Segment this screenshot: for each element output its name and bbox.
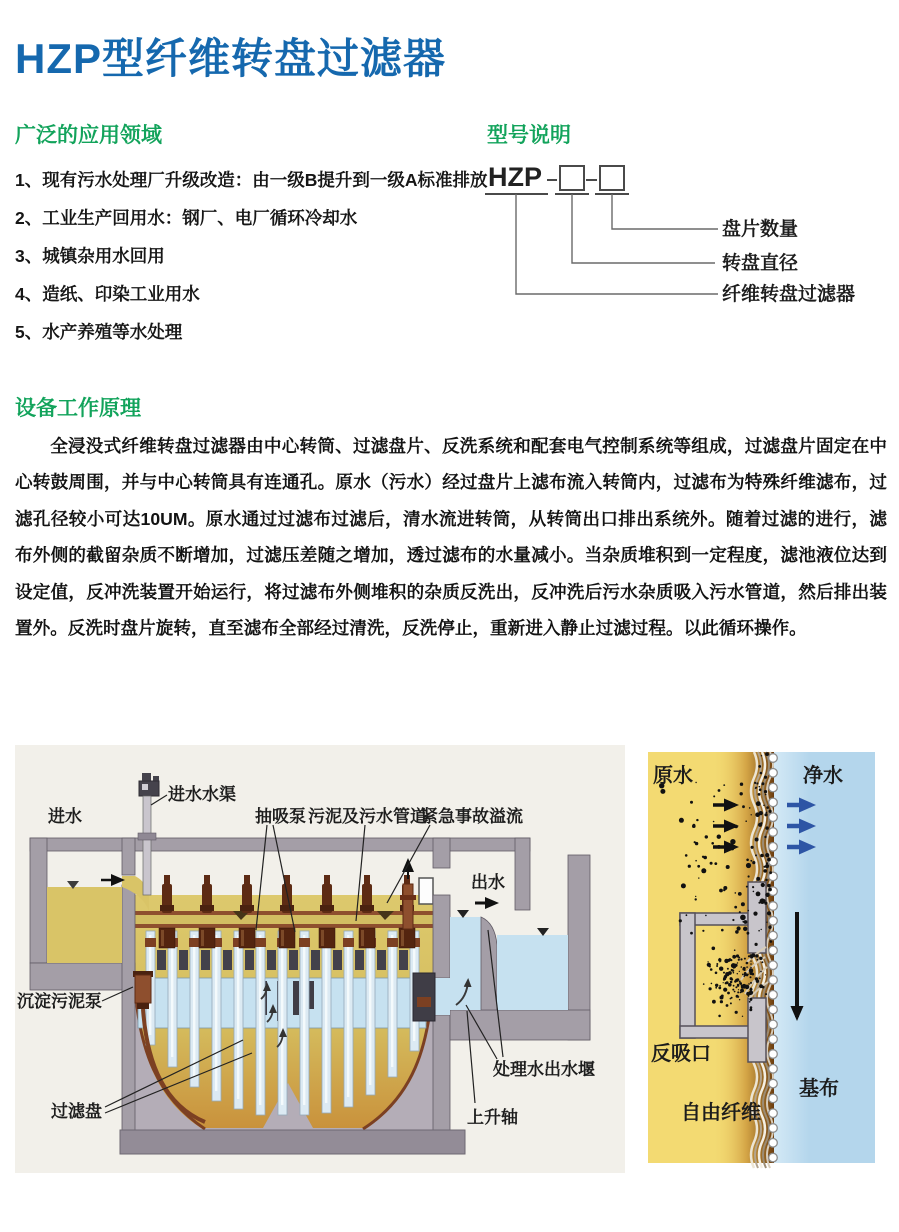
- principle-paragraph: 全浸没式纤维转盘过滤器由中心转筒、过滤盘片、反洗系统和配套电气控制系统等组成，过滤盘片固定在中心转鼓周围，并与中心转筒具有连通孔。原水（污水）经过盘片上滤布流入转筒内，过滤布为特殊纤维滤布，过滤孔径较小可达10UM。原水通过过滤布过滤后，清水流进转筒，从转筒出口排出系统外。随着过滤的进行，滤布外侧的截留杂质不断增加，过滤压差随之增加，透过滤布的水量减小。当杂质堆积到一定程度，滤池液位达到设定值，反冲洗装置开始运行，将过滤布外侧堆积的杂质反洗出，反冲洗后污水杂质吸入污水管道，然后排出装置外。反洗时盘片旋转，直至滤布全部经过清洗，反洗停止，重新进入静止过滤过程。以此循环操作。: [15, 436, 887, 639]
- model-label-diameter: 转盘直径: [722, 253, 799, 274]
- principle-heading: 设备工作原理: [15, 397, 141, 420]
- label-sludge-pump: 沉淀污泥泵: [17, 992, 102, 1011]
- model-code-diagram: [485, 156, 899, 326]
- label-filter-disc: 过滤盘: [51, 1102, 102, 1121]
- model-leader-lines: [516, 194, 718, 294]
- label-suction-pump: 抽吸泵: [255, 807, 306, 826]
- label-raw-water: 原水: [653, 765, 693, 787]
- clear-water-tank: [497, 935, 568, 1010]
- emergency-overflow-box: [419, 878, 433, 904]
- applications-list: [15, 161, 488, 351]
- inlet-tank-water: [47, 887, 122, 963]
- model-prefix: HZP: [488, 162, 542, 192]
- foundation-slab: [120, 1130, 465, 1154]
- filtration-principle-diagram: [637, 742, 877, 1172]
- label-base-cloth: 基布: [799, 1078, 839, 1100]
- label-outlet-weir: 处理水出水堰: [493, 1060, 595, 1079]
- label-back-suction: 反吸口: [651, 1043, 711, 1065]
- label-riser-shaft: 上升轴: [467, 1108, 518, 1127]
- model-heading: 型号说明: [487, 124, 571, 147]
- application-item: 5、水产养殖等水处理: [15, 322, 183, 342]
- application-item: 1、现有污水处理厂升级改造：由一级B提升到一级A标准排放: [15, 170, 488, 190]
- clean-water-zone: [774, 752, 875, 1163]
- label-emergency-overflow: 紧急事故溢流: [421, 807, 523, 826]
- model-label-discs: 盘片数量: [722, 219, 799, 240]
- applications-heading: 广泛的应用领域: [15, 124, 162, 147]
- label-inlet-channel: 进水水渠: [168, 785, 236, 804]
- page-title: HZP型纤维转盘过滤器: [15, 35, 447, 82]
- model-placeholder-box: [600, 166, 624, 190]
- wall-opening-water: [433, 978, 450, 1015]
- model-label-filter: 纤维转盘过滤器: [722, 284, 856, 305]
- application-item: 4、造纸、印染工业用水: [15, 284, 200, 304]
- application-item: 3、城镇杂用水回用: [15, 246, 165, 266]
- label-inlet: 进水: [48, 807, 82, 826]
- label-clean-water: 净水: [803, 765, 843, 787]
- riser-channel-water: [450, 917, 481, 1010]
- label-outlet: 出水: [471, 873, 505, 892]
- equipment-cross-section-diagram: [15, 745, 625, 1173]
- application-item: 2、工业生产回用水：钢厂、电厂循环冷却水: [15, 208, 358, 228]
- model-placeholder-box: [560, 166, 584, 190]
- drive-unit: [413, 973, 435, 1021]
- label-sludge-pipe: 污泥及污水管道: [308, 807, 427, 826]
- label-free-fiber: 自由纤维: [681, 1102, 761, 1124]
